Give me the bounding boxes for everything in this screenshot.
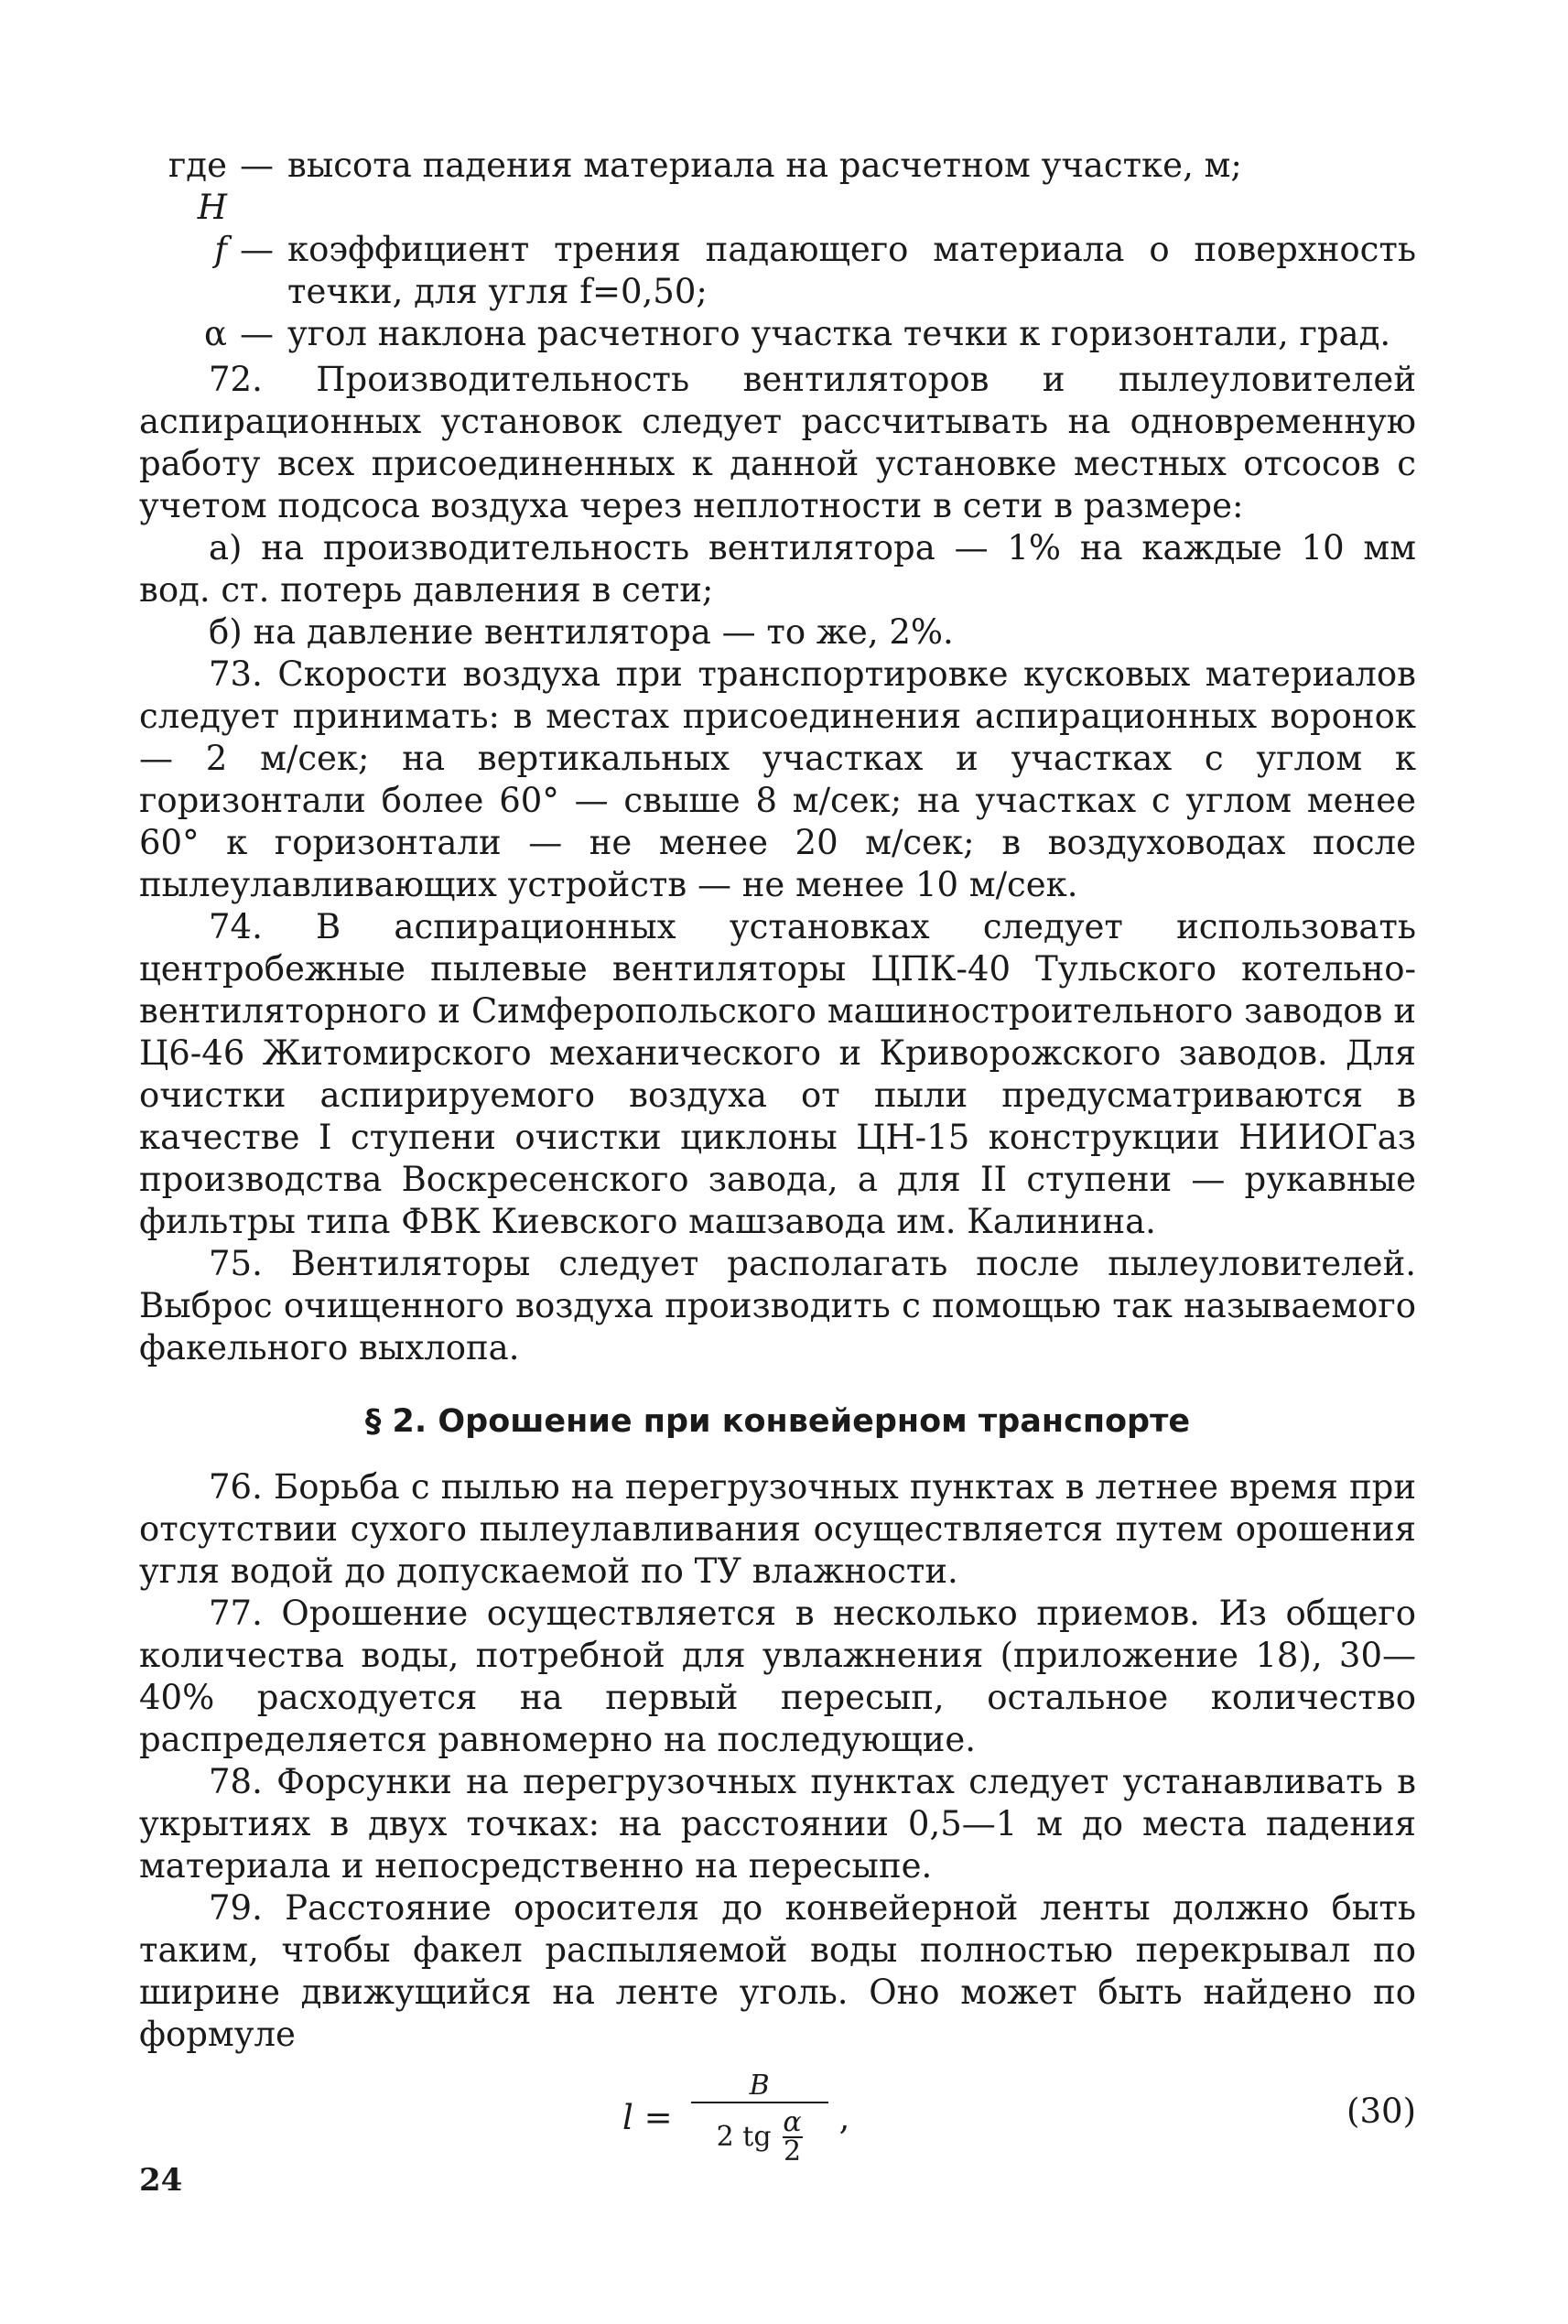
paragraph-78: 78. Форсунки на перегрузочных пунктах следует устанавливать в укрытиях в двух точках: на расстоянии 0,5—1 м до места падения материала и непосредственно на пересыпе. [139,1762,1416,1886]
definition-h [139,145,1416,229]
formula-denominator [716,2106,803,2167]
formula [622,2070,849,2166]
paragraph-72a: а) на производительность вентилятора — 1% на каждые 10 мм вод. ст. потерь давления в сети; [139,528,1416,610]
formula-lhs: l = [622,2098,673,2137]
paragraph-76: 76. Борьба с пылью на перегрузочных пунктах в летнее время при отсутствии сухого пылеулавливания осуществляется путем орошения угля водой до допускаемой по ТУ влажности. [139,1467,1416,1591]
section-heading: § 2. Орошение при конвейерном транспорте [364,1403,1191,1440]
half-angle-denominator: 2 [784,2135,802,2167]
paragraph-74: 74. В аспирационных установках следует использовать центробежные пылевые вентиляторы ЦПК-40 Тульского котельно-вентиляторного и Симферопольского машиностроительного заводов и Ц6-46 Житомирского механического и Криворожского заводов. Для очистки аспирируемого воздуха от пыли предусматриваются в качестве I ступени очистки циклоны ЦН-15 конструкции НИИОГаз производства Воскресенского завода, а для II ступени — рукавные фильтры типа ФВК Киевского машзавода им. Калинина. [139,907,1416,1241]
paragraph-75: 75. Вентиляторы следует располагать после пылеуловителей. Выброс очищенного воздуха производить с помощью так называемого факельного выхлопа. [139,1244,1416,1367]
fraction-bar [691,2102,828,2103]
symbol-alpha: α [204,314,227,353]
equation-number: (30) [1346,2092,1416,2131]
definition-symbol [139,145,240,229]
formula-fraction [691,2070,828,2166]
page-number: 24 [139,2162,183,2199]
paragraph-73: 73. Скорости воздуха при транспортировке кусковых материалов следует принимать: в местах присоединения аспирационных воронок — 2 м/сек; на вертикальных участках и участках с углом к горизонтали более 60° — свыше 8 м/сек; на участках с углом менее 60° к горизонтали — не менее 20 м/сек; в воздуховодах после пылеулавливающих устройств — не менее 10 м/сек. [139,654,1416,904]
definition-text: угол наклона расчетного участка течки к горизонтали, град. [287,314,1391,353]
formula-comma: , [838,2098,850,2137]
definition-lead: где [168,146,227,185]
paragraph-77: 77. Орошение осуществляется в несколько приемов. Из общего количества воды, потребной для увлажнения (приложение 18), 30—40% расходуется на первый пересып, остальное количество распределяется равномерно на последующие. [139,1594,1416,1759]
paragraph-72b: б) на давление вентилятора — то же, 2%. [209,612,954,652]
paragraph-72: 72. Производительность вентиляторов и пылеуловителей аспирационных установок следует рассчитывать на одновременную работу всех присоединенных к данной установке местных отсосов с учетом подсоса воздуха через неплотности в сети в размере: [139,360,1416,525]
definition-dash: — [240,146,274,185]
definition-f [139,229,1416,313]
page-body [139,145,1416,2191]
symbol-h: H [197,188,227,227]
formula-block [139,2063,1416,2191]
definition-alpha [139,313,1416,355]
definition-dash: — [240,230,274,269]
formula-numerator: B [749,2070,770,2102]
definition-dash: — [240,314,274,353]
symbol-f: f [214,230,227,269]
denominator-prefix: 2 tg [716,2121,772,2153]
paragraph-79: 79. Расстояние оросителя до конвейерной ленты должно быть таким, чтобы факел распыляемой воды полностью перекрывал по ширине движущийся на ленте уголь. Оно может быть найдено по формуле [139,1888,1416,2054]
definition-text: высота падения материала на расчетном участке, м; [287,146,1242,185]
definition-text: коэффициент трения падающего материала о поверхность течки, для угля f=0,50; [287,230,1416,311]
half-angle-fraction [783,2106,803,2167]
half-angle-numerator: α [783,2106,802,2138]
variable-definitions [139,145,1416,355]
